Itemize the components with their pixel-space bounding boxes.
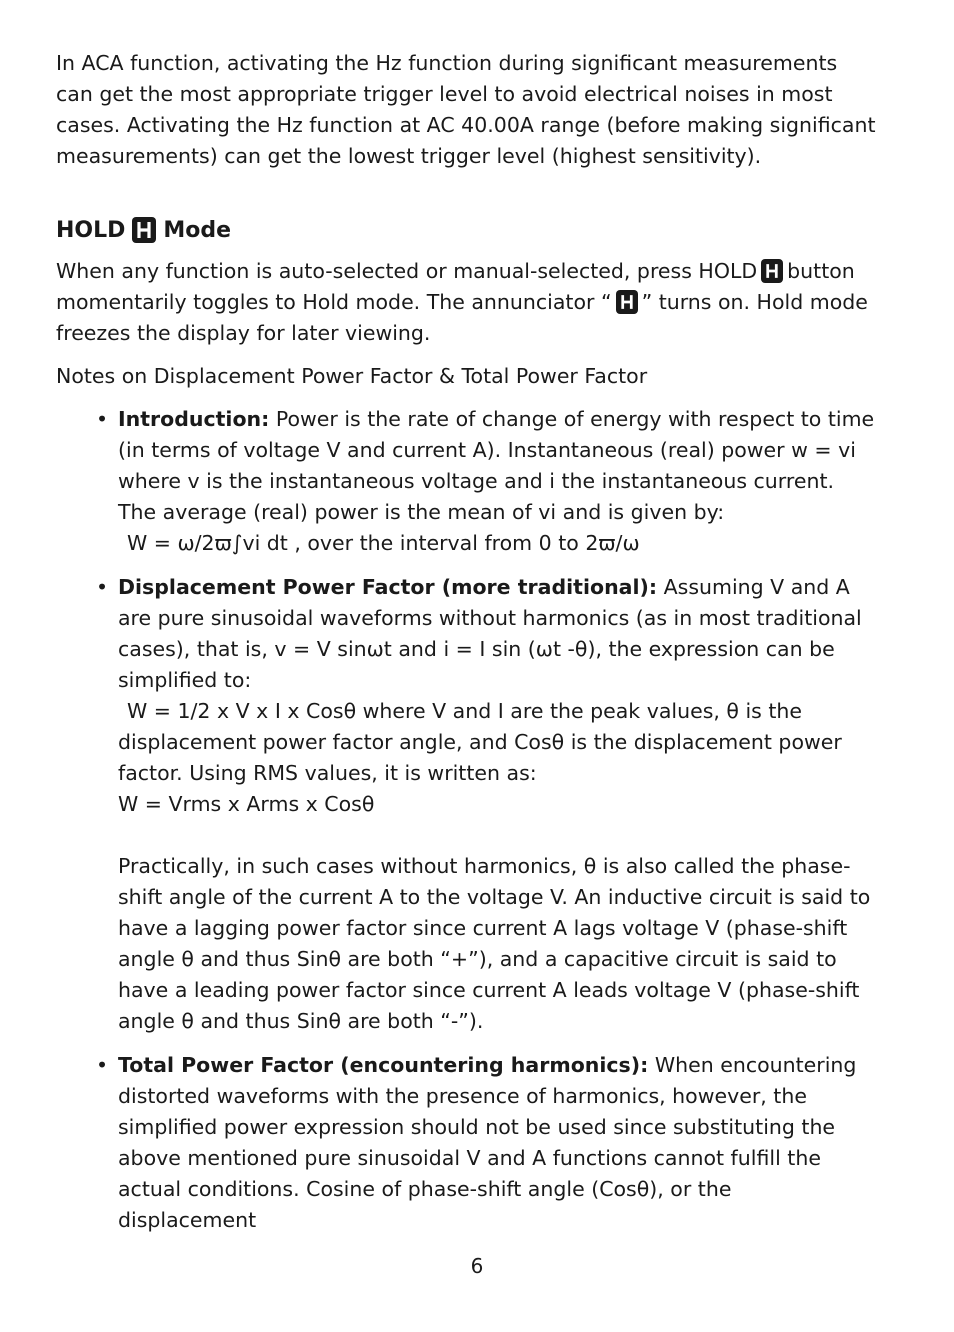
bullet-label: Introduction: [118,407,270,431]
formula-average-power: W = ω/2ϖ∫vi dt , over the interval from 0 to 2ϖ/ω [127,531,640,555]
bullet-dot: • [96,1053,109,1077]
bullet-dot: • [96,575,109,599]
heading-hold-text: HOLD [56,218,126,243]
bullet-text: Assuming V and A are pure sinusoidal waveforms without harmonics (as in most traditional cases), that is, v = V sinωt and i = I sin (ωt -θ), the expression can be simplified to: [118,575,862,692]
heading-mode-text: Mode [163,218,232,243]
bullet-label: Displacement Power Factor (more traditional): [118,575,658,599]
hold-text-part3: ” turns on. Hold mode freezes the display for later viewing. [56,290,868,345]
hold-h-icon [761,259,783,283]
notes-title: Notes on Displacement Power Factor & Total Power Factor [56,364,648,388]
annunciator-h-icon [616,290,638,314]
bullet-text-2: displacement power factor angle, and Cosθ is the displacement power factor. Using RMS values, it is written as: [118,730,842,785]
hold-mode-heading [56,214,876,248]
page-number: 6 [470,1254,484,1278]
bullet-text: Power is the rate of change of energy with respect to time (in terms of voltage V and current A). Instantaneous (real) power w = vi where v is the instantaneous voltage and i the instantaneous current. The average (real) power is the mean of vi and is given by: [118,407,875,524]
bullet-dot: • [96,407,109,431]
bullet-label: Total Power Factor (encountering harmonics): [118,1053,649,1077]
spacer [118,820,876,851]
formula-rms-power: W = Vrms x Arms x Cosθ [118,792,375,816]
hold-text-part1: When any function is auto-selected or manual-selected, press HOLD [56,259,758,283]
bullet-text-3: Practically, in such cases without harmonics, θ is also called the phase-shift angle of the current A to the voltage V. An inductive circuit is said to have a lagging power factor since current A lags voltage V (phase-shift angle θ and thus Sinθ are both “+”), and a capacitive circuit is said to have a leading power factor since current A leads voltage V (phase-shift angle θ and thus Sinθ are both “-”). [118,854,871,1033]
hold-text-part2: button momentarily toggles to Hold mode. The annunciator “ [56,259,855,314]
formula-peak-power: W = 1/2 x V x I x Cosθ where V and I are the peak values, θ is the [127,699,802,723]
hold-h-icon [132,217,156,243]
list-item-introduction [56,404,876,559]
page-content [56,48,876,1249]
bullet-text: When encountering distorted waveforms with the presence of harmonics, however, the simplified power expression should not be used since substituting the above mentioned pure sinusoidal V and A functions cannot fulfill the actual conditions. Cosine of phase-shift angle (Cosθ), or the displacement [118,1053,857,1232]
list-item-displacement [56,572,876,1037]
hold-paragraph [56,256,876,349]
notes-list [56,404,876,1236]
list-item-total-power-factor [56,1050,876,1236]
hz-paragraph: In ACA function, activating the Hz function during significant measurements can get the most appropriate trigger level to avoid electrical noises in most cases. Activating the Hz function at AC 40.00A range (before making significant measurements) can get the lowest trigger level (highest sensitivity). [56,51,876,168]
